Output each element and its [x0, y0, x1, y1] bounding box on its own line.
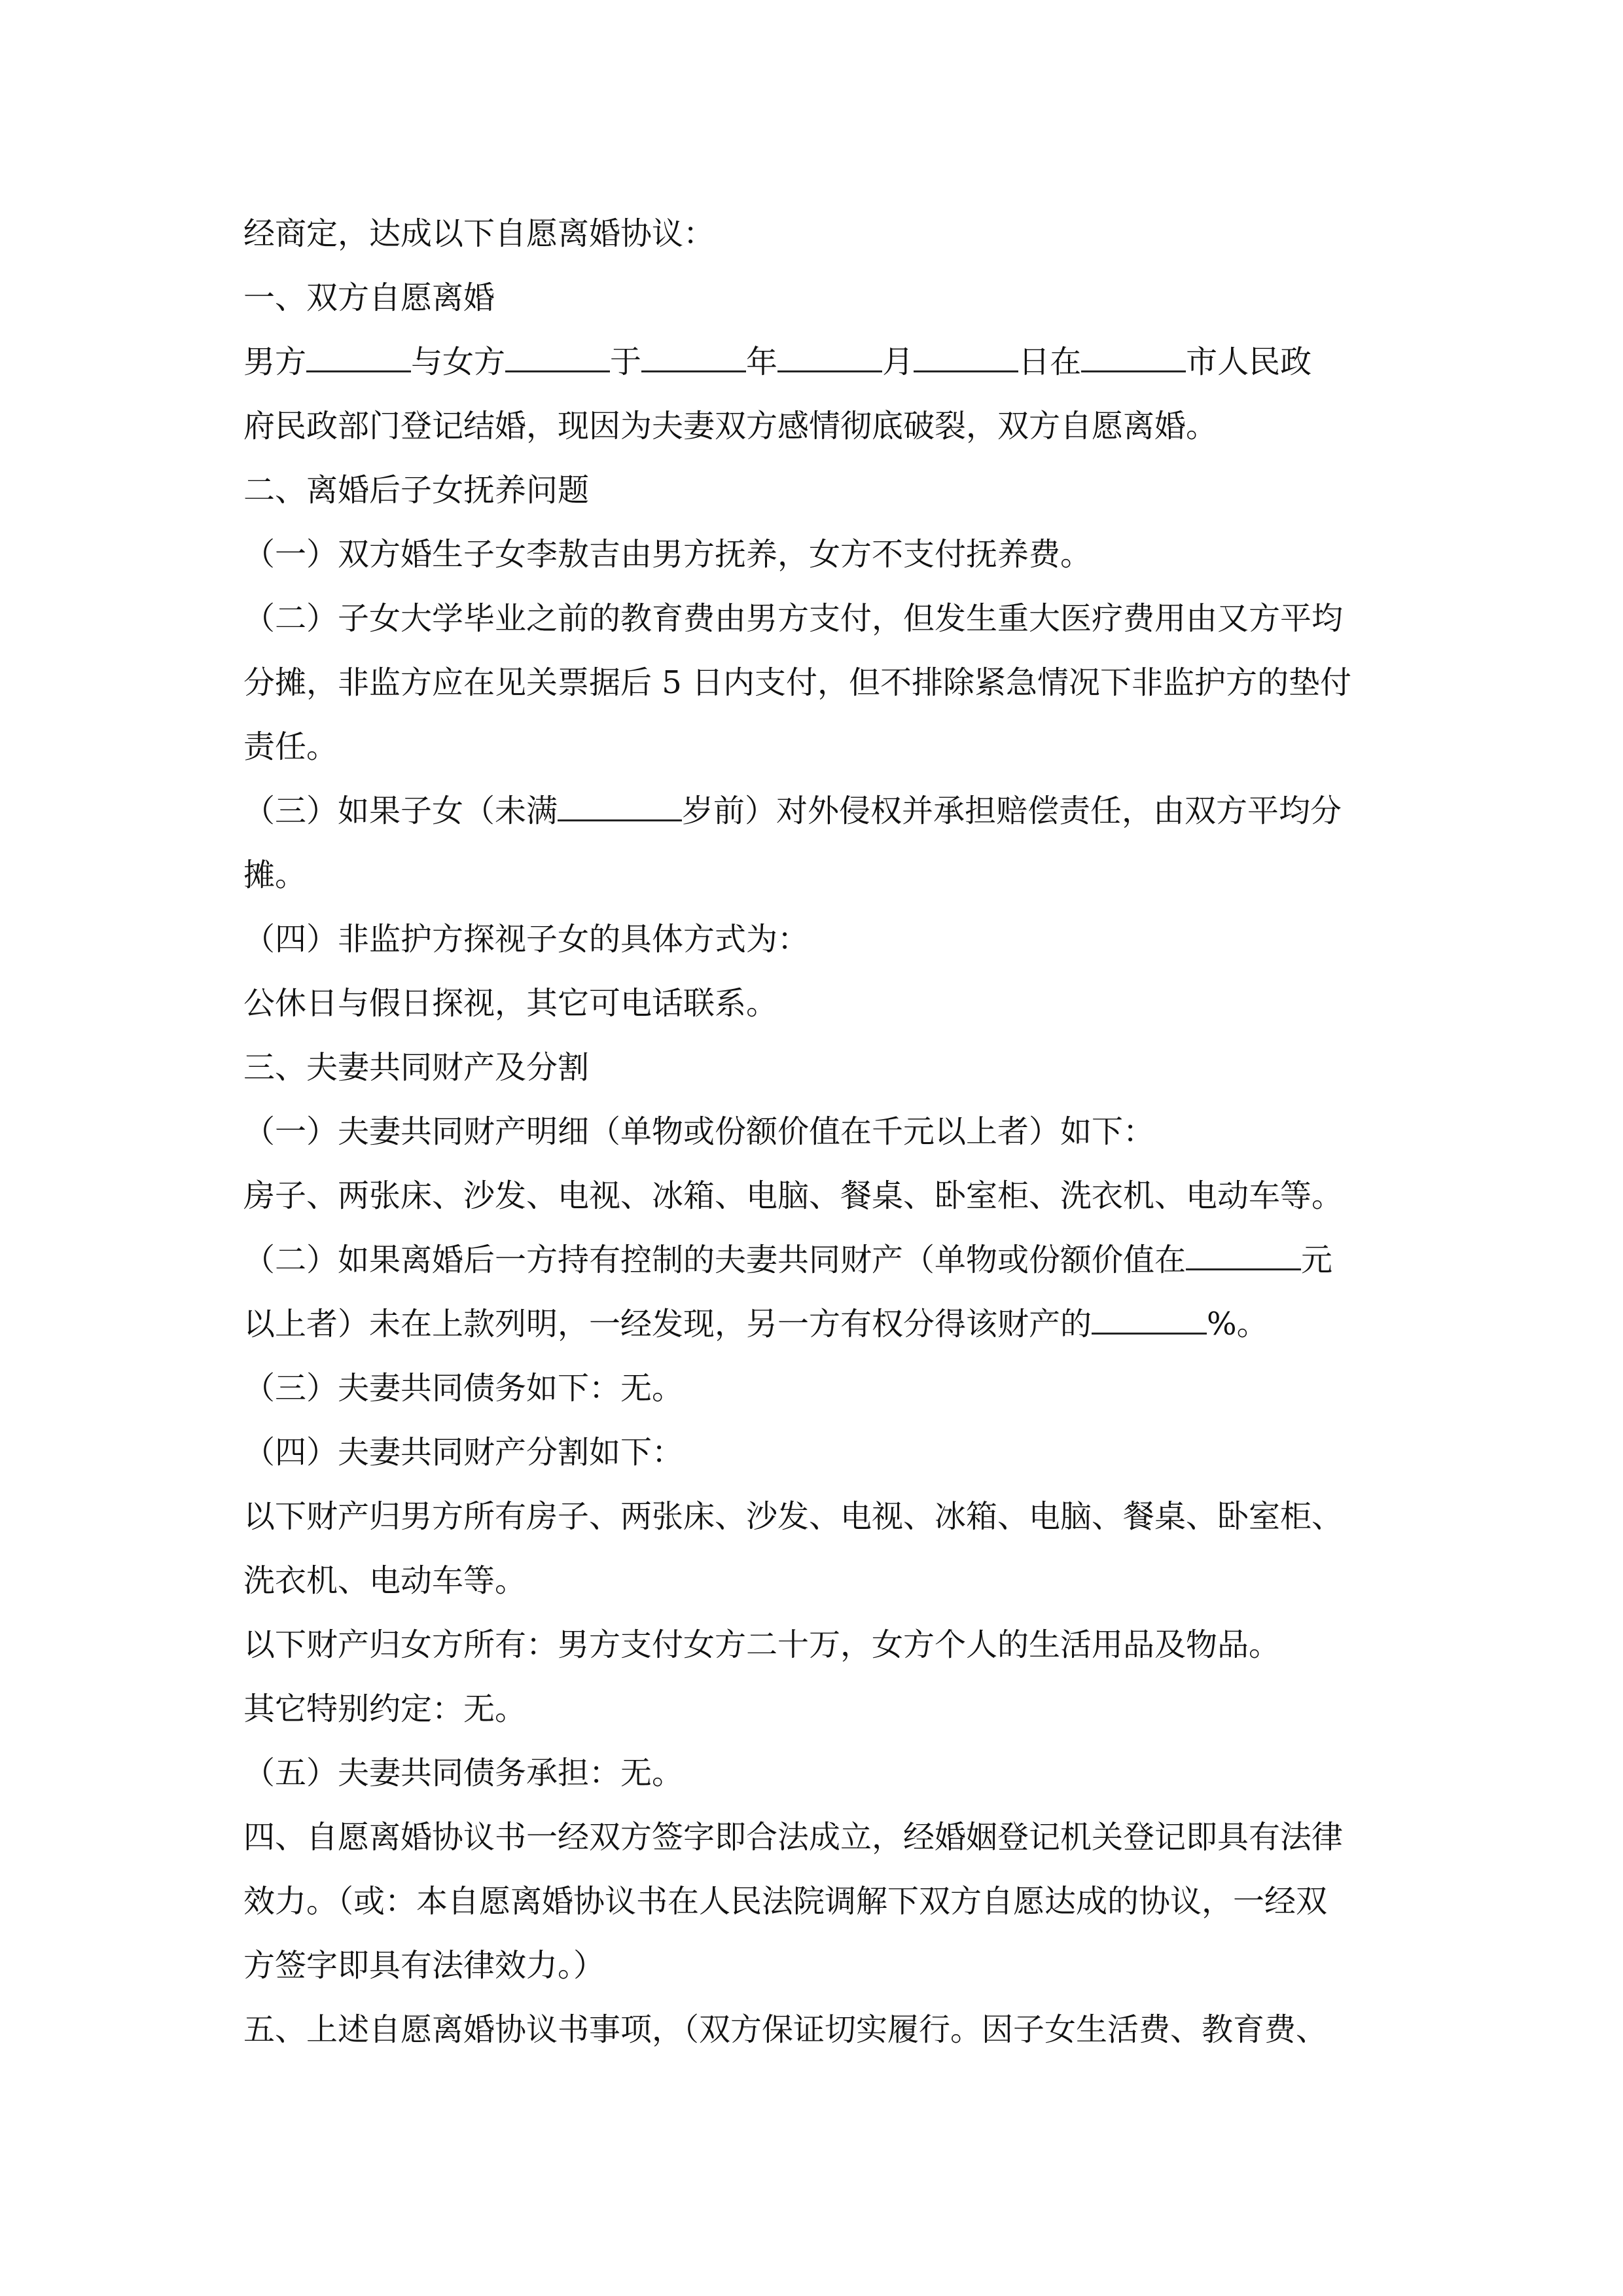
text-line: 方签字即具有法律效力。） [243, 1947, 605, 1984]
blank-property-value[interactable] [1186, 1242, 1301, 1270]
blank-female-name[interactable] [505, 344, 610, 372]
child-age-line [243, 779, 1395, 843]
blank-child-age[interactable] [558, 793, 682, 821]
property-value-line [243, 1228, 1395, 1292]
label-month: 月 [882, 344, 914, 380]
text-line: 效力。（或：本自愿离婚协议书在人民法院调解下双方自愿达成的协议，一经双 [243, 1883, 1328, 1920]
blank-male-name[interactable] [306, 344, 411, 372]
label-year: 年 [746, 344, 778, 380]
text-line: （五）夫妻共同债务承担：无。 [243, 1755, 684, 1791]
label-female: 与女方 [411, 344, 506, 380]
section-heading-5: 五、上述自愿离婚协议书事项，（双方保证切实履行。因子女生活费、教育费、 [243, 2011, 1328, 2048]
text-line: 府民政部门登记结婚，现因为夫妻双方感情彻底破裂，双方自愿离婚。 [243, 408, 1218, 444]
label-city: 市人民政 [1186, 344, 1312, 380]
text-fragment: 岁前）对外侵权并承担赔偿责任，由双方平均分 [682, 793, 1342, 829]
label-day: 日在 [1018, 344, 1082, 380]
text-fragment: 元 [1301, 1242, 1333, 1278]
section-heading-3: 三、夫妻共同财产及分割 [243, 1049, 590, 1086]
blank-percentage[interactable] [1092, 1306, 1207, 1335]
text-line: （二）子女大学毕业之前的教育费由男方支付，但发生重大医疗费用由又方平均 [243, 600, 1344, 637]
label-on: 于 [610, 344, 642, 380]
property-percent-line [243, 1292, 1395, 1356]
text-line: 公休日与假日探视，其它可电话联系。 [243, 985, 778, 1022]
text-line: （一）夫妻共同财产明细（单物或份额价值在千元以上者）如下： [243, 1113, 1155, 1150]
text-line: （四）夫妻共同财产分割如下： [243, 1434, 684, 1471]
blank-month[interactable] [777, 344, 882, 372]
text-line: （一）双方婚生子女李敖吉由男方抚养，女方不支付抚养费。 [243, 536, 1092, 573]
text-line: 以下财产归女方所有：男方支付女方二十万，女方个人的生活用品及物品。 [243, 1626, 1281, 1663]
section-heading-4: 四、自愿离婚协议书一经双方签字即合法成立，经婚姻登记机关登记即具有法律 [243, 1819, 1344, 1856]
section-heading-2: 二、离婚后子女抚养问题 [243, 472, 590, 509]
text-fragment: （二）如果离婚后一方持有控制的夫妻共同财产（单物或份额价值在 [243, 1242, 1186, 1278]
text-line: 责任。 [243, 728, 338, 765]
text-line: 摊。 [243, 857, 307, 893]
label-male: 男方 [243, 344, 307, 380]
text-line: 房子、两张床、沙发、电视、冰箱、电脑、餐桌、卧室柜、洗衣机、电动车等。 [243, 1177, 1344, 1214]
marriage-registration-line [243, 330, 1395, 394]
text-fragment: （三）如果子女（未满 [243, 793, 558, 829]
section-heading-1: 一、双方自愿离婚 [243, 279, 495, 316]
document-page [243, 202, 1395, 2062]
text-fragment: %。 [1207, 1306, 1268, 1342]
text-line: （四）非监护方探视子女的具体方式为： [243, 921, 810, 958]
text-line: 其它特别约定：无。 [243, 1691, 527, 1727]
text-line: 分摊，非监方应在见关票据后 5 日内支付，但不排除紧急情况下非监护方的垫付 [243, 664, 1352, 701]
text-fragment: 以上者）未在上款列明，一经发现，另一方有权分得该财产的 [243, 1306, 1092, 1342]
text-line: 洗衣机、电动车等。 [243, 1562, 527, 1599]
blank-day[interactable] [914, 344, 1018, 372]
text-line: （三）夫妻共同债务如下：无。 [243, 1370, 684, 1407]
blank-year[interactable] [641, 344, 746, 372]
text-line: 以下财产归男方所有房子、两张床、沙发、电视、冰箱、电脑、餐桌、卧室柜、 [243, 1498, 1344, 1535]
blank-city[interactable] [1081, 344, 1186, 372]
text-line: 经商定，达成以下自愿离婚协议： [243, 215, 715, 252]
